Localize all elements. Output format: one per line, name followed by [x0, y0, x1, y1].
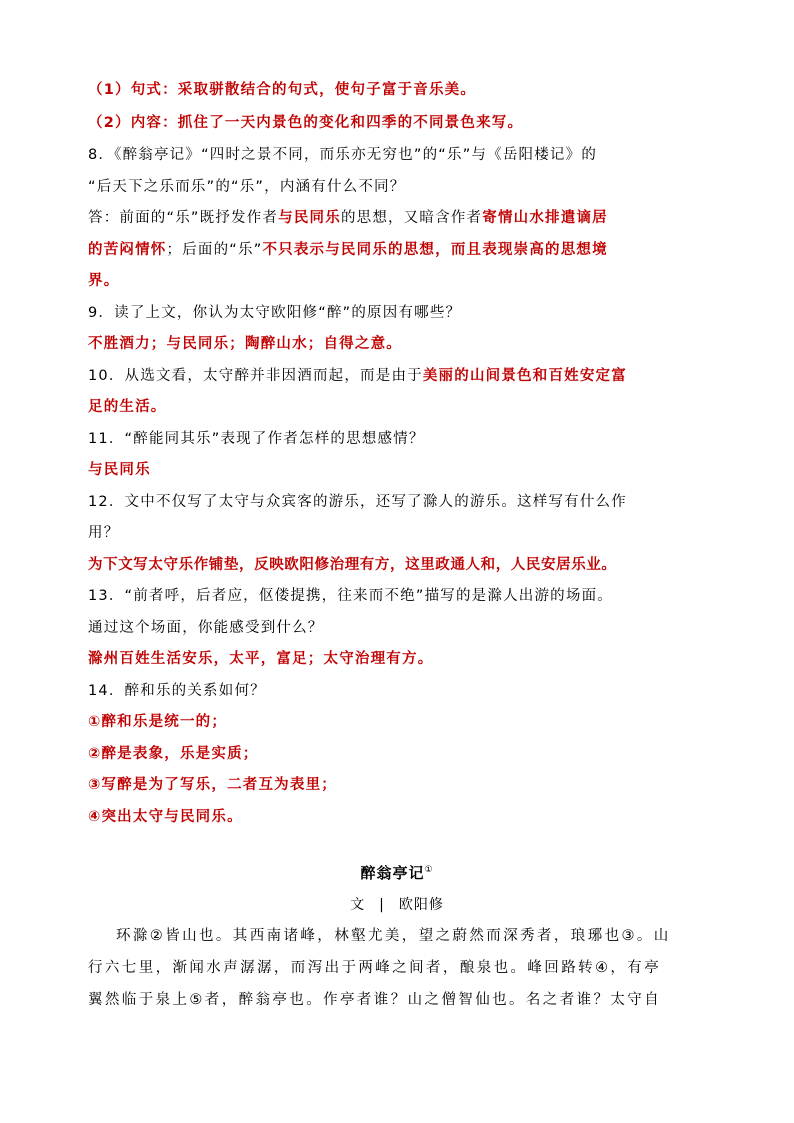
essay-title-note: ①: [424, 865, 434, 875]
question-12-line1: 12．文中不仅写了太守与众宾客的游乐，还写了滁人的游乐。这样写有什么作: [88, 494, 627, 510]
answer-8-line2-red2: 不只表示与民同乐的思想，而且表现崇高的思想境: [262, 242, 608, 258]
author-separator: |: [379, 897, 385, 913]
answer-8-line2: [88, 240, 708, 260]
answer-8-line2-red: 的苦闷情怀: [88, 242, 167, 258]
author-name: 欧阳修: [398, 897, 444, 913]
question-14: 14．醉和乐的关系如何？: [88, 683, 266, 699]
essay-paragraph-line: 翼然临于泉上⑤者，醉翁亭也。作亭者谁？山之僧智仙也。名之者谁？太守自: [88, 992, 662, 1008]
question-12-line2: 用？: [88, 525, 120, 541]
answer-14-item: ②醉是表象，乐是实质；: [88, 746, 259, 762]
answer-8-mid1: 的思想，又暗含作者: [340, 210, 483, 226]
answer-8-line2-mid: ；后面的“乐”: [166, 242, 263, 258]
essay-paragraph-line: 环滁②皆山也。其西南诸峰，林壑尤美，望之蔚然而深秀者，琅琊也③。山: [116, 928, 671, 944]
essay-author-line: [0, 894, 794, 914]
answer-8-line3: 界。: [88, 273, 120, 289]
answer-12: 为下文写太守乐作铺垫，反映欧阳修治理有方，这里政通人和，人民安居乐业。: [88, 557, 617, 573]
answer-14-item: ④突出太守与民同乐。: [88, 809, 243, 825]
question-8-line2: “后天下之乐而乐”的“乐”，内涵有什么不同？: [88, 179, 406, 195]
essay-title-text: 醉翁亭记: [360, 864, 425, 882]
answer-8-line1: [88, 208, 708, 228]
answer-14-item: ①醉和乐是统一的；: [88, 714, 228, 730]
question-13-line2: 通过这个场面，你能感受到什么？: [88, 620, 324, 636]
question-11: 11．“醉能同其乐”表现了作者怎样的思想感情？: [88, 431, 425, 447]
question-10-text: 10．从选文看，太守醉并非因酒而起，而是由于: [88, 368, 423, 384]
answer-8-red1: 与民同乐: [278, 210, 341, 226]
question-9: 9．读了上文，你认为太守欧阳修“醉”的原因有哪些？: [88, 305, 462, 321]
author-label: 文: [350, 897, 366, 913]
answer-sentence-form: （1）句式：采取骈散结合的句式，使句子富于音乐美。: [88, 82, 477, 98]
answer-11: 与民同乐: [88, 462, 151, 478]
answer-10-line2: 足的生活。: [88, 399, 167, 415]
answer-8-prefix: 答：前面的“乐”既抒发作者: [88, 210, 279, 226]
answer-9: 不胜酒力；与民同乐；陶醉山水；自得之意。: [88, 336, 402, 352]
answer-14-item: ③写醉是为了写乐，二者互为表里；: [88, 777, 337, 793]
answer-content: （2）内容：抓住了一天内景色的变化和四季的不同景色来写。: [88, 115, 524, 131]
essay-title: [0, 862, 794, 883]
question-10-line1: [88, 366, 708, 386]
question-13-line1: 13．“前者呼，后者应，伛偻提携，往来而不绝”描写的是滁人出游的场面。: [88, 588, 613, 604]
essay-paragraph-line: 行六七里，渐闻水声潺潺，而泻出于两峰之间者，酿泉也。峰回路转④，有亭: [88, 960, 662, 976]
answer-13: 滁州百姓生活安乐，太平，富足；太守治理有方。: [88, 651, 434, 667]
answer-10-red1: 美丽的山间景色和百姓安定富: [422, 368, 627, 384]
question-8-line1: 8．《醉翁亭记》“四时之景不同，而乐亦无穷也”的“乐”与《岳阳楼记》的: [88, 147, 598, 163]
answer-8-red2: 寄情山水排遣谪居: [482, 210, 608, 226]
